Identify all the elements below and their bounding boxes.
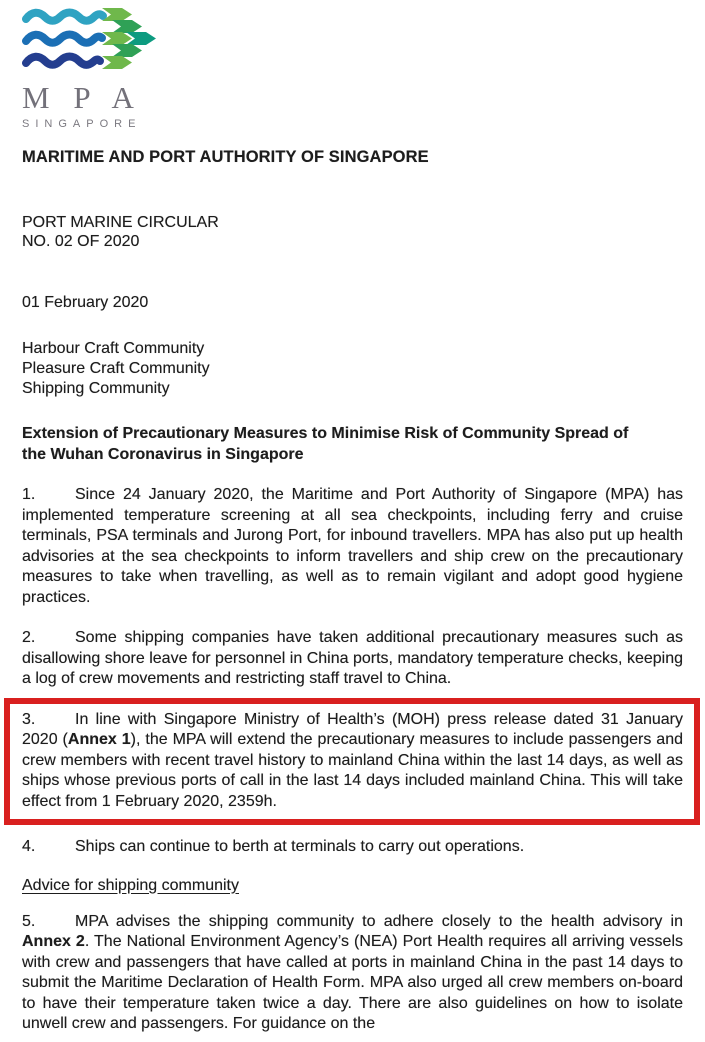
logo-arrows-icon xyxy=(102,8,156,69)
subject-title xyxy=(22,423,683,465)
org-name: MARITIME AND PORT AUTHORITY OF SINGAPORE xyxy=(22,148,429,166)
circular-date: 01 February 2020 xyxy=(22,294,149,311)
paragraph-2-number: 2. xyxy=(22,629,36,646)
recipient-harbour-craft: Harbour Craft Community xyxy=(22,340,205,357)
paragraph-4 xyxy=(22,837,683,858)
recipient-shipping: Shipping Community xyxy=(22,380,170,397)
paragraph-1 xyxy=(22,485,683,608)
circular-number: NO. 02 OF 2020 xyxy=(22,233,140,250)
circular-type: PORT MARINE CIRCULAR xyxy=(22,214,219,231)
paragraph-1-text: Since 24 January 2020, the Maritime and Port Authority of Singapore (MPA) has implemented temperature screening at all sea checkpoints, including ferry and cruise terminals, PSA terminals and Jurong Port, for inbound travellers. MPA has also put up health advisories at the sea checkpoints to inform travellers and ship crew on the precautionary measures to take when travelling, as well as to remain vigilant and adopt good hygiene practices. xyxy=(22,486,683,606)
paragraph-3-annex-ref: Annex 1 xyxy=(67,731,131,748)
circular-heading xyxy=(22,213,683,251)
paragraph-3-text-1: In line with Singapore Ministry of Health’s (MOH) press release dated 31 January 2020 ( xyxy=(22,710,683,748)
mpa-wordmark-subtitle: SINGAPORE xyxy=(22,118,142,130)
advice-section-heading: Advice for shipping community xyxy=(22,876,239,894)
mpa-wordmark: M P A xyxy=(22,80,142,115)
paragraph-3 xyxy=(22,710,683,813)
logo-waves-icon xyxy=(26,13,103,65)
paragraph-5-text-2: . The National Environment Agency’s (NEA) Port Health requires all arriving vessels with crew and passengers that have called at ports in mainland China in the past 14 days to submit the Maritime Declaration of Health Form. MPA also urged all crew members on-board to have their temperature taken twice a day. There are also guidelines on how to isolate unwell crew and passengers. For guidance on the xyxy=(22,933,684,1032)
paragraph-5-text-1: MPA advises the shipping community to adhere closely to the health advisory in xyxy=(75,912,683,930)
paragraph-5-number: 5. xyxy=(22,912,36,930)
paragraph-4-number: 4. xyxy=(22,838,36,855)
highlight-box xyxy=(4,698,700,826)
subject-title-line2: the Wuhan Coronavirus in Singapore xyxy=(22,446,304,463)
recipients-list xyxy=(22,339,683,399)
paragraph-4-text: Ships can continue to berth at terminals to carry out operations. xyxy=(75,838,525,855)
mpa-logo-graphic xyxy=(22,6,168,76)
paragraph-2-text: Some shipping companies have taken additional precautionary measures such as disallowing shore leave for personnel in China ports, mandatory temperature checks, keeping a log of crew movements and restricting staff travel to China. xyxy=(22,629,683,687)
paragraph-3-text-2: ), the MPA will extend the precautionary measures to include passengers and crew members with recent travel history to mainland China within the last 14 days, as well as ships whose previous ports of call in the last 14 days included mainland China. This will take effect from 1 February 2020, 2359h. xyxy=(22,731,683,810)
paragraph-2 xyxy=(22,628,683,690)
paragraph-1-number: 1. xyxy=(22,486,36,503)
paragraph-5-annex-ref: Annex 2 xyxy=(22,933,85,950)
mpa-logo xyxy=(22,6,683,76)
paragraph-5 xyxy=(22,912,683,1035)
subject-title-line1: Extension of Precautionary Measures to Minimise Risk of Community Spread of xyxy=(22,425,629,442)
recipient-pleasure-craft: Pleasure Craft Community xyxy=(22,360,210,377)
paragraph-3-number: 3. xyxy=(22,710,36,728)
